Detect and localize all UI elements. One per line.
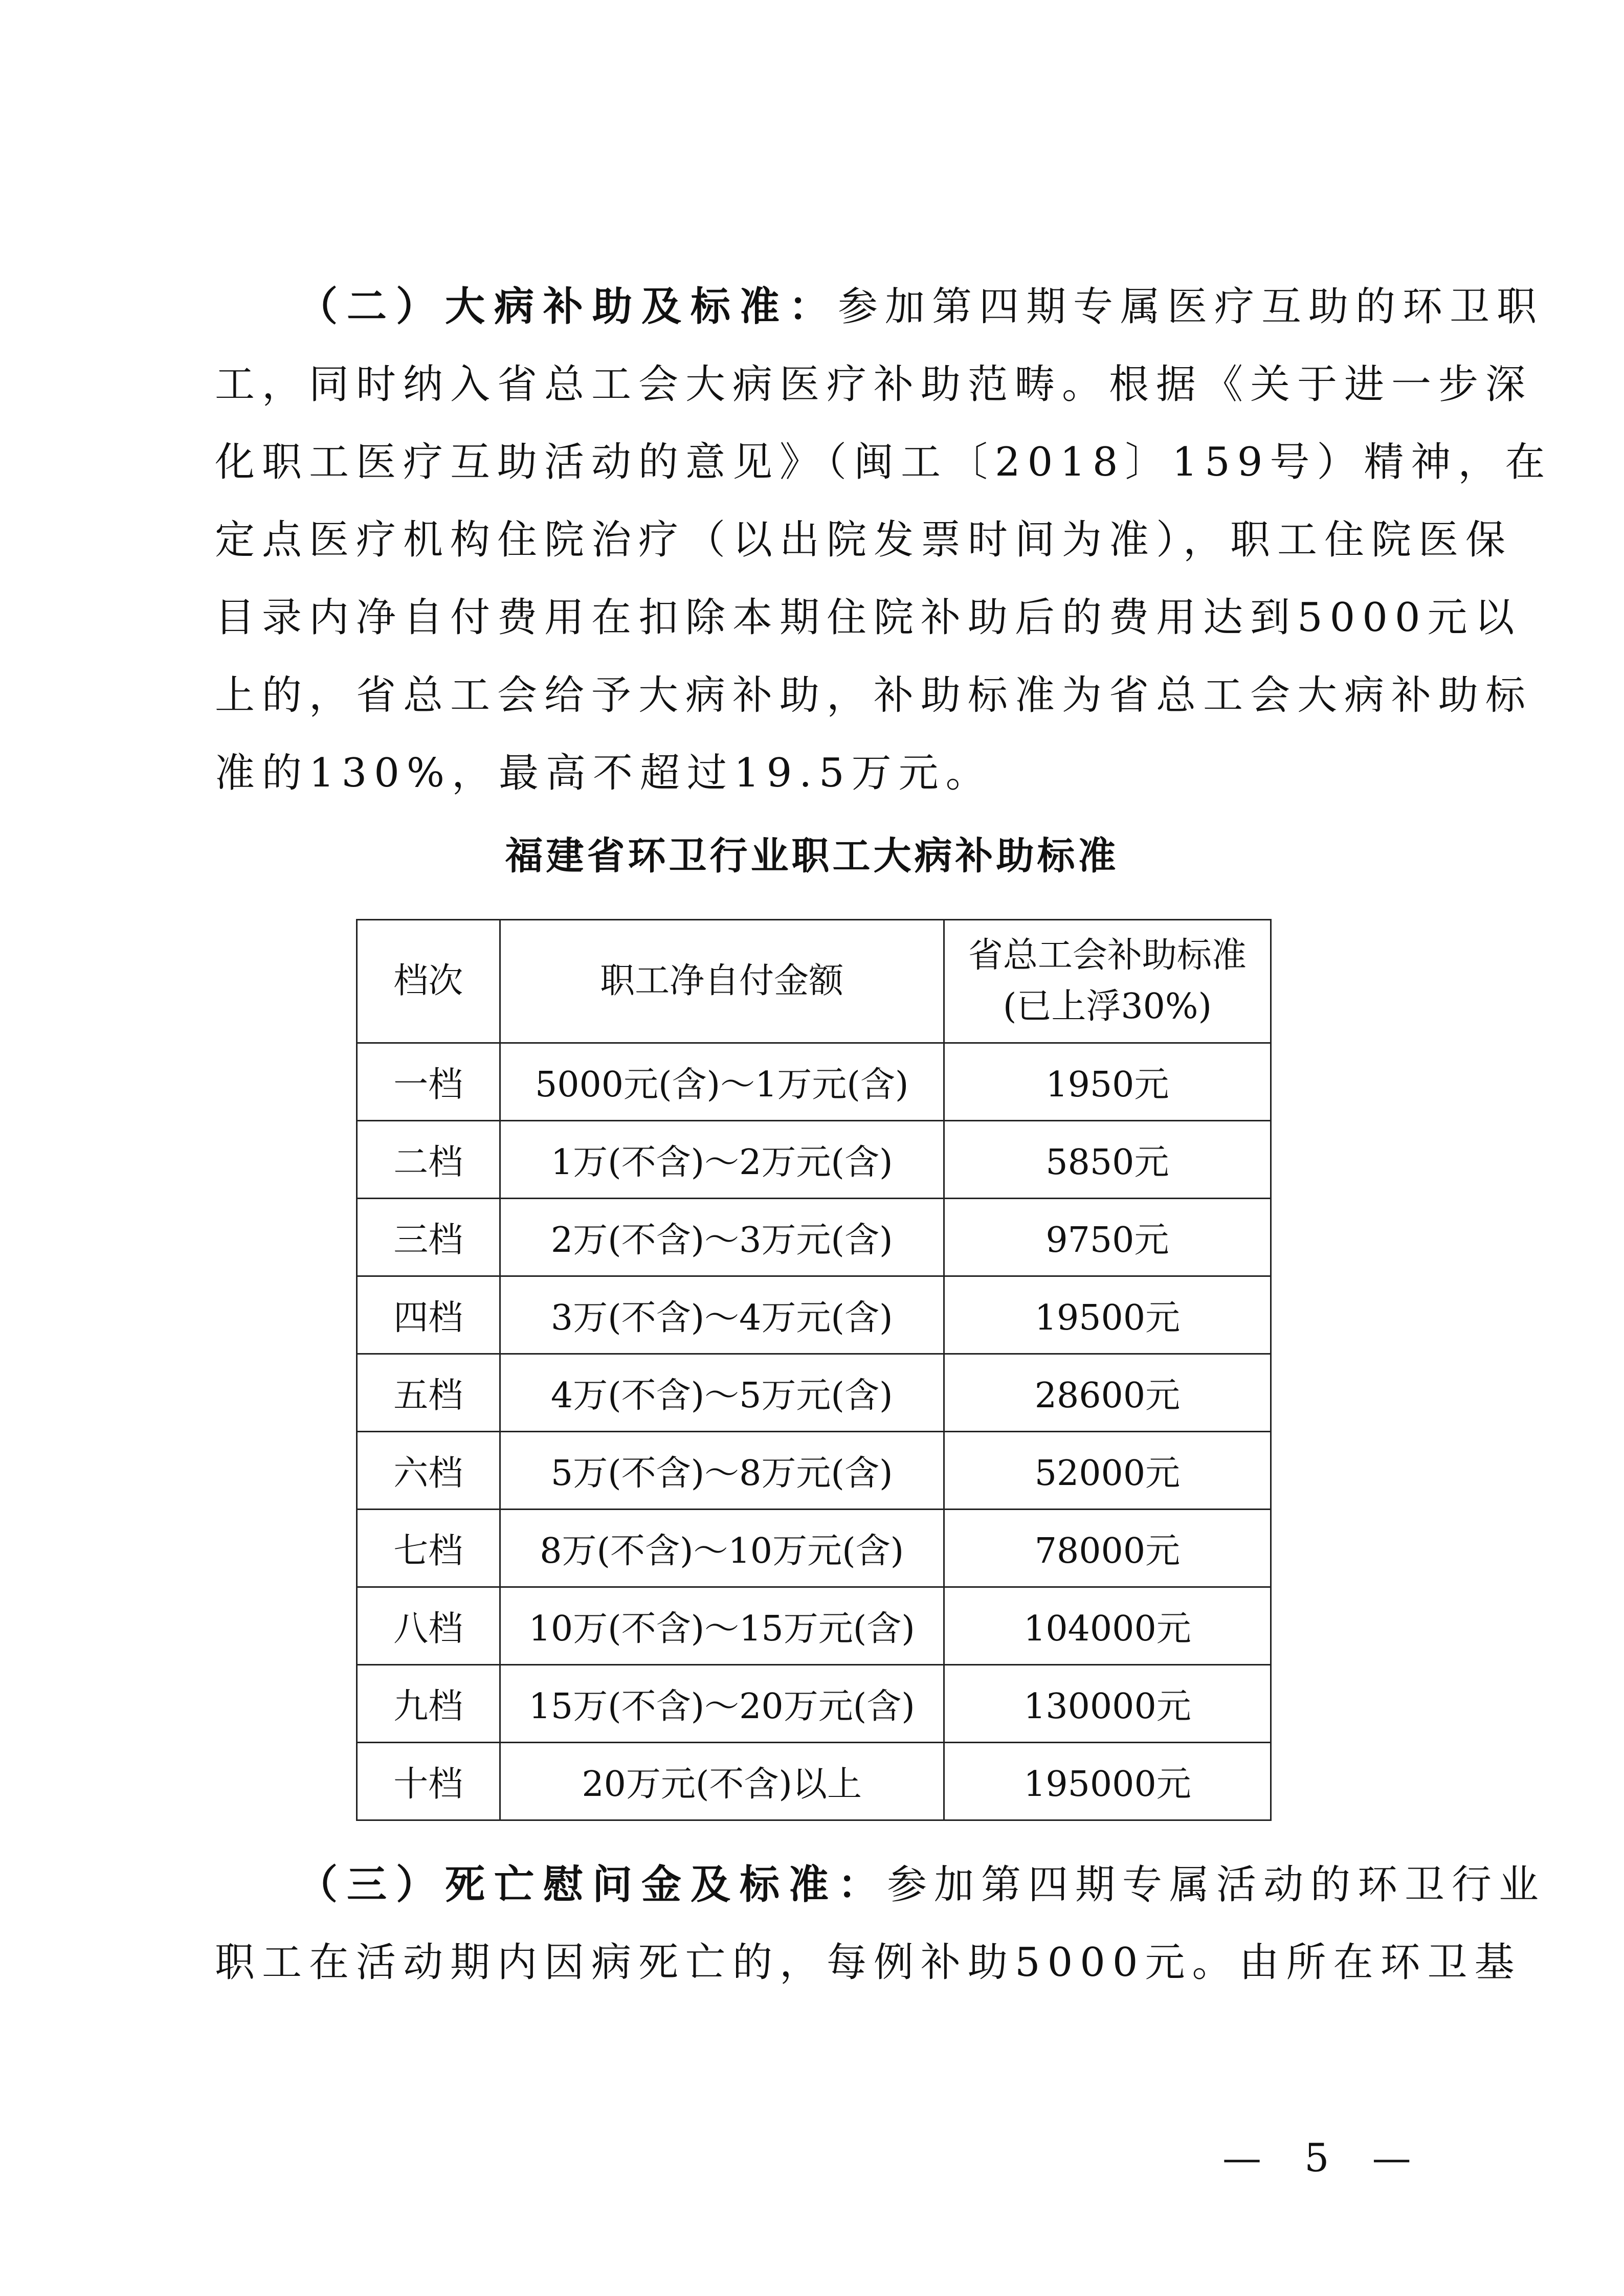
level-cell: 八档 (357, 1587, 500, 1665)
subsidy-cell: 5850元 (944, 1121, 1271, 1199)
subsidy-table (356, 919, 1272, 1821)
table-row (357, 1276, 1271, 1354)
level-cell: 七档 (357, 1510, 500, 1587)
table-row (357, 1121, 1271, 1199)
amount-cell: 2万(不含)～3万元(含) (500, 1199, 944, 1276)
amount-cell: 15万(不含)～20万元(含) (500, 1665, 944, 1743)
amount-cell: 4万(不含)～5万元(含) (500, 1354, 944, 1432)
subsidy-cell: 1950元 (944, 1043, 1271, 1121)
paragraph-line: 准的130%，最高不超过19.5万元。 (215, 750, 993, 796)
level-cell: 四档 (357, 1276, 500, 1354)
section-3-paragraph (215, 1846, 1546, 2001)
amount-cell: 20万元(不含)以上 (500, 1743, 944, 1820)
level-cell: 二档 (357, 1121, 500, 1199)
table-row (357, 1510, 1271, 1587)
level-cell: 三档 (357, 1199, 500, 1276)
level-cell: 一档 (357, 1043, 500, 1121)
subsidy-cell: 19500元 (944, 1276, 1271, 1354)
paragraph-line: 参加第四期专属活动的环卫行业 (887, 1862, 1546, 1908)
table-row (357, 1354, 1271, 1432)
subsidy-cell: 78000元 (944, 1510, 1271, 1587)
subsidy-cell: 9750元 (944, 1199, 1271, 1276)
page-number: — 5 — (1222, 2135, 1427, 2180)
table-row (357, 1587, 1271, 1665)
amount-cell: 5万(不含)～8万元(含) (500, 1432, 944, 1510)
paragraph-line: 参加第四期专属医疗互助的环卫职 (838, 284, 1544, 330)
section-2-paragraph (215, 268, 1552, 812)
table-title: 福建省环卫行业职工大病补助标准 (505, 834, 1119, 878)
table-row (357, 1743, 1271, 1820)
section-2-first-line (215, 268, 1544, 346)
header-subsidy-line2: (已上浮30%) (1003, 986, 1212, 1027)
subsidy-cell: 195000元 (944, 1743, 1271, 1820)
paragraph-line: 定点医疗机构住院治疗（以出院发票时间为准），职工住院医保 (215, 517, 1513, 563)
section-3-heading: （三）死亡慰问金及标准： (298, 1862, 887, 1908)
header-subsidy (944, 920, 1271, 1043)
header-subsidy-line1: 省总工会补助标准 (968, 935, 1247, 976)
subsidy-cell: 104000元 (944, 1587, 1271, 1665)
table-row (357, 1199, 1271, 1276)
table-header-row (357, 920, 1271, 1043)
paragraph-line: 上的，省总工会给予大病补助，补助标准为省总工会大病补助标 (215, 672, 1533, 718)
section-3-first-line (215, 1846, 1546, 1924)
amount-cell: 5000元(含)～1万元(含) (500, 1043, 944, 1121)
paragraph-line: 工，同时纳入省总工会大病医疗补助范畴。根据《关于进一步深 (215, 362, 1533, 408)
paragraph-line: 化职工医疗互助活动的意见》（闽工〔2018〕159号）精神，在 (215, 439, 1552, 485)
header-level: 档次 (357, 920, 500, 1043)
subsidy-cell: 28600元 (944, 1354, 1271, 1432)
level-cell: 六档 (357, 1432, 500, 1510)
amount-cell: 8万(不含)～10万元(含) (500, 1510, 944, 1587)
section-2-heading: （二）大病补助及标准： (298, 284, 838, 330)
amount-cell: 1万(不含)～2万元(含) (500, 1121, 944, 1199)
level-cell: 五档 (357, 1354, 500, 1432)
paragraph-line: 目录内净自付费用在扣除本期住院补助后的费用达到5000元以 (215, 595, 1522, 641)
table-row (357, 1432, 1271, 1510)
level-cell: 九档 (357, 1665, 500, 1743)
level-cell: 十档 (357, 1743, 500, 1820)
header-amount: 职工净自付金额 (500, 920, 944, 1043)
subsidy-cell: 130000元 (944, 1665, 1271, 1743)
table-row (357, 1043, 1271, 1121)
amount-cell: 3万(不含)～4万元(含) (500, 1276, 944, 1354)
amount-cell: 10万(不含)～15万元(含) (500, 1587, 944, 1665)
subsidy-cell: 52000元 (944, 1432, 1271, 1510)
paragraph-line: 职工在活动期内因病死亡的，每例补助5000元。由所在环卫基 (215, 1940, 1522, 1986)
table-row (357, 1665, 1271, 1743)
